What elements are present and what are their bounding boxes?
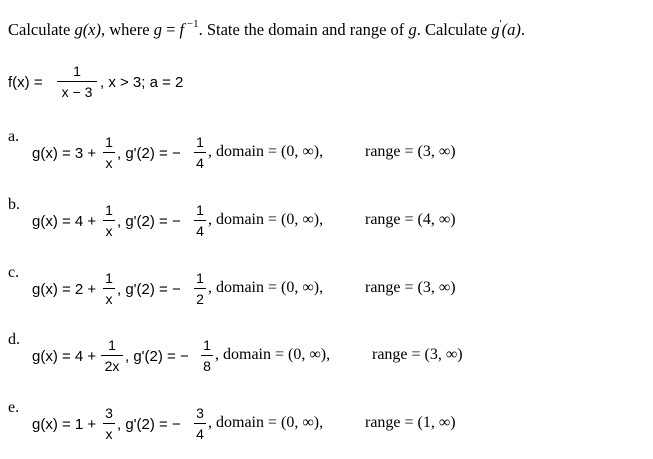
option-g-denominator: x — [105, 426, 113, 442]
option-gprime-fraction-bar — [194, 288, 206, 289]
option-letter: c. — [8, 264, 20, 281]
option-g-lhs: g(x) = 2 + — [32, 281, 97, 298]
option-domain: , domain = (0, ∞), — [208, 211, 324, 228]
option-g-numerator: 3 — [105, 405, 113, 421]
option-gprime-lhs: , g'(2) = − — [117, 145, 181, 162]
question-g2: g — [408, 20, 417, 39]
option-g-fraction — [103, 404, 115, 443]
option-range: range = (3, ∞) — [365, 143, 456, 160]
option-letter: b. — [8, 196, 20, 213]
option-gprime-denominator: 2 — [196, 291, 204, 307]
option-g-denominator: 2x — [104, 358, 120, 374]
option-gprime-denominator: 4 — [196, 223, 204, 239]
option-gprime-lhs: , g'(2) = − — [117, 213, 181, 230]
answer-option[interactable] — [0, 264, 653, 324]
option-gprime-fraction-bar — [194, 152, 206, 153]
option-g-numerator: 1 — [105, 134, 113, 150]
option-g-fraction-bar — [103, 288, 115, 289]
question-inverse-sup: −1 — [184, 18, 199, 30]
option-gprime-fraction — [201, 336, 213, 375]
option-range: range = (4, ∞) — [365, 211, 456, 228]
question-g: g — [153, 20, 162, 39]
option-gprime-lhs: , g'(2) = − — [125, 348, 189, 365]
option-g-fraction-bar — [103, 152, 115, 153]
option-g-fraction — [101, 336, 123, 375]
option-gprime-numerator: 1 — [203, 337, 211, 353]
option-range: range = (3, ∞) — [365, 279, 456, 296]
option-gprime-lhs: , g'(2) = − — [117, 416, 181, 433]
question-eq: = — [161, 20, 180, 39]
option-g-denominator: x — [105, 223, 113, 239]
option-gprime-numerator: 1 — [196, 202, 204, 218]
answer-option[interactable] — [0, 331, 653, 391]
answer-option[interactable] — [0, 399, 653, 459]
option-gprime-lhs: , g'(2) = − — [117, 281, 181, 298]
question-gprime: g — [491, 20, 500, 39]
option-range: range = (1, ∞) — [365, 414, 456, 431]
option-domain: , domain = (0, ∞), — [215, 346, 331, 363]
given-denominator: x − 3 — [61, 84, 93, 100]
option-domain: , domain = (0, ∞), — [208, 279, 324, 296]
option-gprime-numerator: 1 — [196, 270, 204, 286]
option-domain: , domain = (0, ∞), — [208, 414, 324, 431]
option-range: range = (3, ∞) — [372, 346, 463, 363]
question-rest2: . Calculate — [416, 20, 492, 39]
option-gprime-denominator: 8 — [203, 358, 211, 374]
option-gprime-fraction-bar — [201, 355, 213, 356]
option-g-numerator: 1 — [105, 202, 113, 218]
question-calc: Calculate — [8, 20, 75, 39]
question-prime: ' — [499, 18, 502, 30]
option-g-numerator: 1 — [105, 270, 113, 286]
option-g-lhs: g(x) = 1 + — [32, 416, 97, 433]
question-period: . — [520, 20, 525, 39]
answer-option[interactable] — [0, 196, 653, 256]
option-g-fraction — [103, 201, 115, 240]
question-gx: g(x) — [74, 20, 102, 39]
answer-option[interactable] — [0, 128, 653, 188]
question-where: , where — [101, 20, 154, 39]
question-rest1: . State the domain and range of — [198, 20, 409, 39]
option-gprime-numerator: 1 — [196, 134, 204, 150]
question-a-arg: (a) — [501, 20, 521, 39]
option-g-numerator: 1 — [108, 337, 116, 353]
option-gprime-fraction — [194, 201, 206, 240]
option-g-lhs: g(x) = 3 + — [32, 145, 97, 162]
option-g-fraction — [103, 133, 115, 172]
option-letter: e. — [8, 399, 20, 416]
given-numerator: 1 — [73, 63, 81, 79]
question-text — [8, 18, 525, 40]
option-domain: , domain = (0, ∞), — [208, 143, 324, 160]
option-gprime-fraction-bar — [194, 423, 206, 424]
option-gprime-numerator: 3 — [196, 405, 204, 421]
option-gprime-fraction-bar — [194, 220, 206, 221]
given-fraction-bar — [57, 81, 97, 82]
option-gprime-denominator: 4 — [196, 155, 204, 171]
question-f: f — [179, 20, 185, 39]
given-condition: , x > 3; a = 2 — [100, 74, 184, 91]
option-g-denominator: x — [105, 155, 113, 171]
option-gprime-fraction — [194, 269, 206, 308]
option-g-fraction-bar — [101, 355, 123, 356]
option-letter: d. — [8, 331, 20, 348]
option-letter: a. — [8, 128, 20, 145]
option-g-lhs: g(x) = 4 + — [32, 213, 97, 230]
option-gprime-denominator: 4 — [196, 426, 204, 442]
option-g-fraction — [103, 269, 115, 308]
option-g-denominator: x — [105, 291, 113, 307]
option-g-fraction-bar — [103, 220, 115, 221]
option-gprime-fraction — [194, 133, 206, 172]
given-lhs: f(x) = — [8, 74, 43, 91]
option-g-fraction-bar — [103, 423, 115, 424]
option-gprime-fraction — [194, 404, 206, 443]
option-g-lhs: g(x) = 4 + — [32, 348, 97, 365]
given-fraction — [57, 62, 97, 101]
